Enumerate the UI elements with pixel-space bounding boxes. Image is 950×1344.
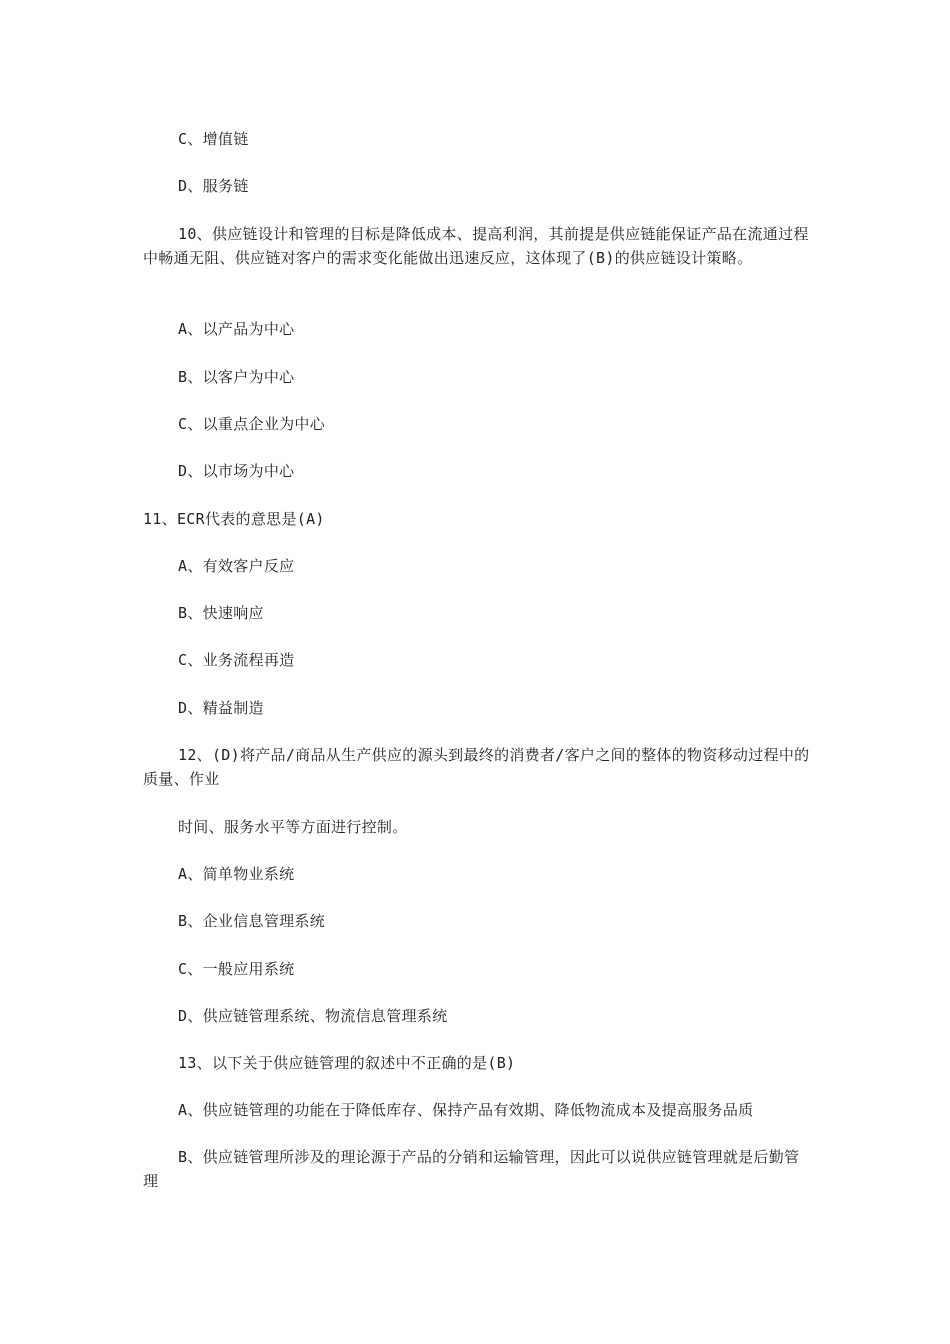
q12-stem: 12、(D)将产品/商品从生产供应的源头到最终的消费者/客户之间的整体的物资移动过程中的质量、作业 [143,746,810,788]
q13-option-b: B、供应链管理所涉及的理论源于产品的分销和运输管理，因此可以说供应链管理就是后勤管理 [143,1148,800,1190]
q10-option-a: A、以产品为中心 [178,320,295,338]
q10-option-c: C、以重点企业为中心 [178,415,326,433]
q11-stem: 11、ECR代表的意思是(A) [143,510,325,528]
q12-option-c: C、一般应用系统 [178,960,295,978]
q11-option-c: C、业务流程再造 [178,651,295,669]
q11-option-b: B、快速响应 [178,604,264,622]
q13-option-a: A、供应链管理的功能在于降低库存、保持产品有效期、降低物流成本及提高服务品质 [178,1101,754,1119]
q10-option-d: D、以市场为中心 [178,462,295,480]
q11-option-d: D、精益制造 [178,699,264,717]
q9-option-d: D、服务链 [178,177,249,195]
q13-stem: 13、以下关于供应链管理的叙述中不正确的是(B) [178,1054,516,1072]
q12-option-d: D、供应链管理系统、物流信息管理系统 [178,1007,448,1025]
q12-option-b: B、企业信息管理系统 [178,912,326,930]
q10-stem: 10、供应链设计和管理的目标是降低成本、提高利润，其前提是供应链能保证产品在流通过程中畅通无阻、供应链对客户的需求变化能做出迅速反应，这体现了(B)的供应链设计策略。 [143,225,809,267]
q11-option-a: A、有效客户反应 [178,557,295,575]
q12-stem-continued: 时间、服务水平等方面进行控制。 [178,818,408,836]
q10-option-b: B、以客户为中心 [178,368,295,386]
q12-option-a: A、简单物业系统 [178,865,295,883]
q9-option-c: C、增值链 [178,130,249,148]
